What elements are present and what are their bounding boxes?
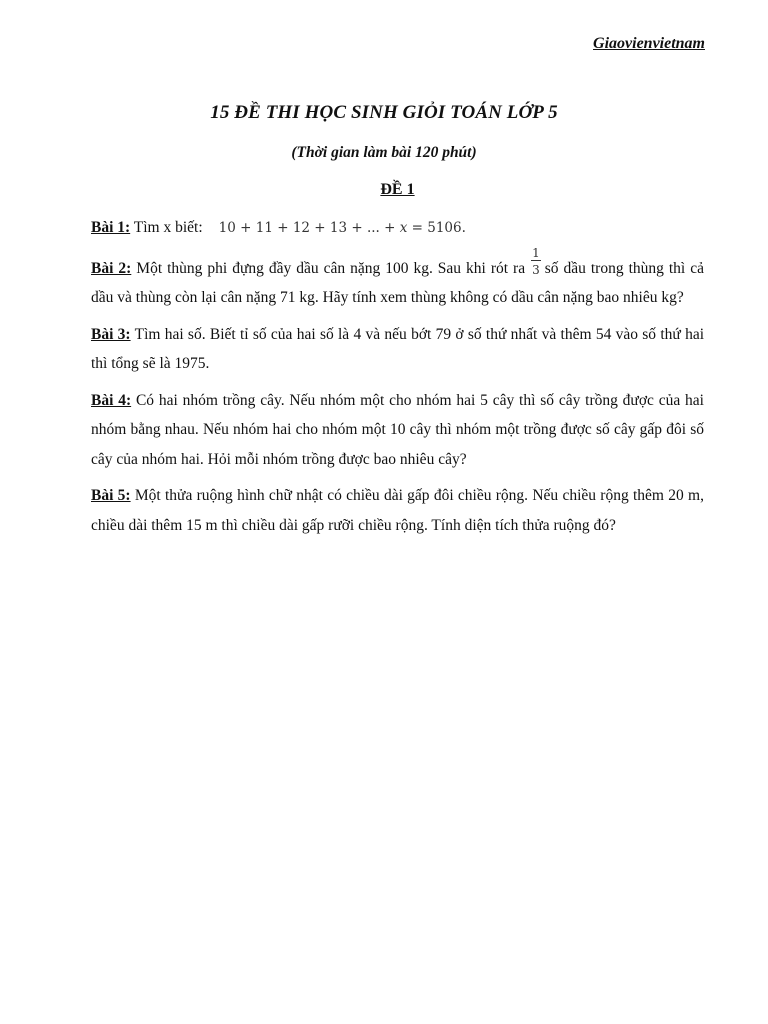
section-heading: ĐỀ 1 <box>380 181 415 198</box>
problem-list <box>91 213 704 547</box>
problem-5-text: Một thửa ruộng hình chữ nhật có chiều dài gấp đôi chiều rộng. Nếu chiều rộng thêm 20 m, chiều dài thêm 15 m thì chiều dài gấp rưỡi chiều rộng. Tính diện tích thửa ruộng đó? <box>91 487 704 534</box>
problem-4-text: Có hai nhóm trồng cây. Nếu nhóm một cho nhóm hai 5 cây thì số cây trồng được của hai nhóm bằng nhau. Nếu nhóm hai cho nhóm một 10 cây thì nhóm một trồng được số cây gấp đôi số cây của nhóm hai. Hỏi mỗi nhóm trồng được bao nhiêu cây? <box>91 391 704 468</box>
equation-variable: x <box>399 220 408 236</box>
problem-4 <box>91 386 704 475</box>
problem-2-text-after: số dầu trong thùng thì cả dầu và thùng còn lại cân nặng 71 kg. Hãy tính xem thùng không có dầu cân nặng bao nhiêu kg? <box>91 259 704 306</box>
problem-1-equation <box>219 220 466 236</box>
problem-1-label: Bài 1: <box>91 219 131 236</box>
problem-3 <box>91 320 704 379</box>
document-title: 15 ĐỀ THI HỌC SINH GIỎI TOÁN LỚP 5 <box>210 102 558 123</box>
problem-5 <box>91 481 704 540</box>
problem-1-text: Tìm x biết: <box>130 219 203 236</box>
fraction-denominator: 3 <box>532 263 540 278</box>
equation-suffix: = 5106. <box>407 220 466 236</box>
problem-3-text: Tìm hai số. Biết tỉ số của hai số là 4 và nếu bớt 79 ở số thứ nhất và thêm 54 vào số thứ hai thì tổng sẽ là 1975. <box>91 325 704 372</box>
problem-3-label: Bài 3: <box>91 325 131 343</box>
problem-2-text-before: Một thùng phi đựng đầy dầu cân nặng 100 kg. Sau khi rót ra <box>131 259 526 277</box>
equation-prefix: 10 + 11 + 12 + 13 + ... + <box>218 220 400 236</box>
fraction <box>531 246 541 277</box>
problem-5-label: Bài 5: <box>91 487 131 504</box>
time-limit-subtitle: (Thời gian làm bài 120 phút) <box>291 144 477 161</box>
site-name-header: Giaovienvietnam <box>593 35 705 52</box>
problem-2-label: Bài 2: <box>91 259 132 277</box>
problem-2 <box>91 246 704 313</box>
fraction-numerator: 1 <box>532 246 540 261</box>
problem-1 <box>91 213 704 244</box>
problem-4-label: Bài 4: <box>91 391 132 409</box>
